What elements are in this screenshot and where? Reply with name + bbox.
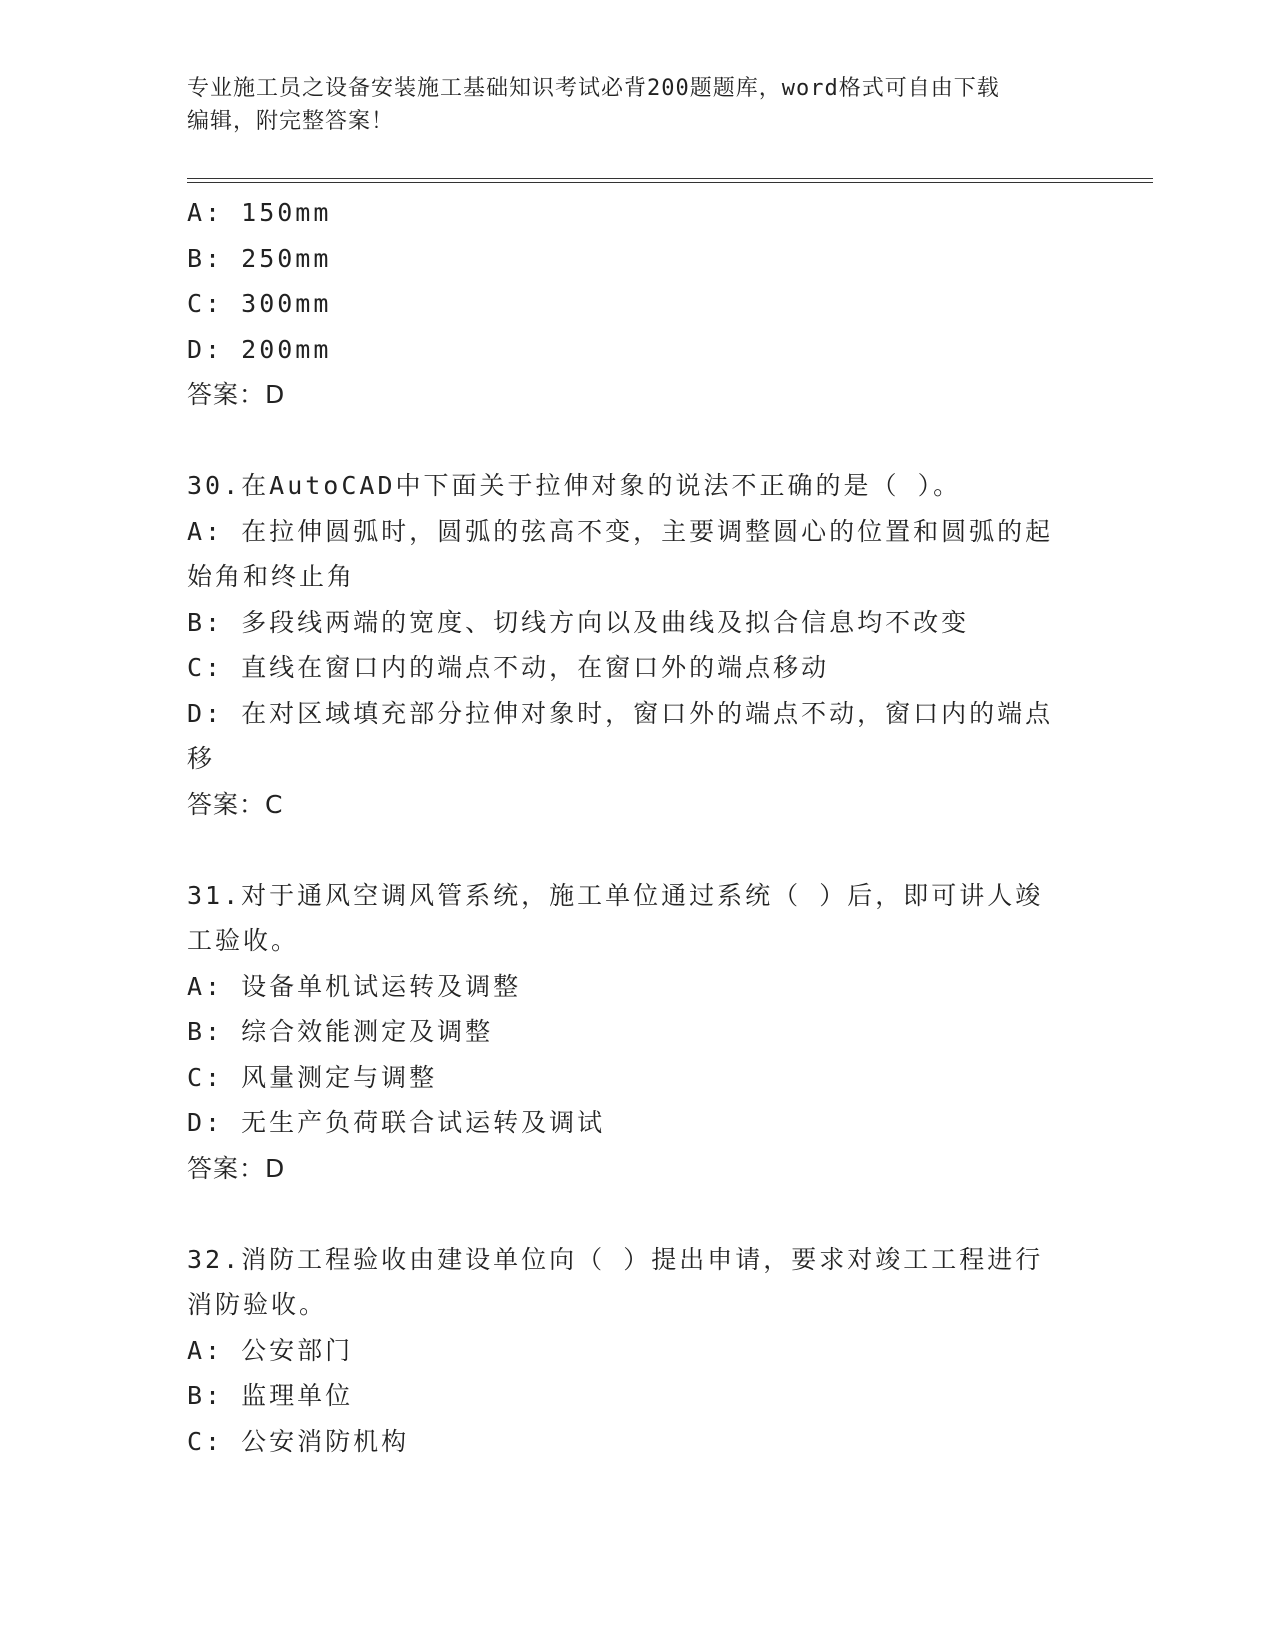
option-c: C: 300mm [187,289,332,318]
option-c: C: 风量测定与调整 [187,1062,438,1092]
option-b: B: 250mm [187,243,332,273]
question-stem: 30.在AutoCAD中下面关于拉伸对象的说法不正确的是（ ）。 [187,471,962,500]
option-d: D: 无生产负荷联合试运转及调试 [187,1108,606,1137]
option-d: D: 在对区域填充部分拉伸对象时，窗口外的端点不动，窗口内的端点 [187,698,1054,728]
option-c: C: 公安消防机构 [187,1426,410,1456]
option-b: B: 监理单位 [187,1381,354,1410]
answer-line: 答案：C [187,789,284,819]
question-block-prev [187,190,1087,418]
question-stem-continued: 工验收。 [187,926,300,955]
option-b: B: 多段线两端的宽度、切线方向以及曲线及拟合信息均不改变 [187,607,970,637]
option-a-continued: 始角和终止角 [187,562,356,591]
question-stem: 32.消防工程验收由建设单位向（ ）提出申请，要求对竣工工程进行 [187,1244,1044,1274]
question-list [187,190,1087,1464]
option-a: A: 设备单机试运转及调整 [187,971,522,1001]
option-c: C: 直线在窗口内的端点不动，在窗口外的端点移动 [187,653,830,682]
question-block-32 [187,1237,1087,1465]
option-a: A: 150mm [187,198,332,227]
option-a: A: 在拉伸圆弧时，圆弧的弦高不变，主要调整圆心的位置和圆弧的起 [187,516,1054,546]
question-stem-continued: 消防验收。 [187,1290,328,1319]
header-line-1: 专业施工员之设备安装施工基础知识考试必背200题题库，word格式可自由下载 [187,76,1000,101]
answer-line: 答案：D [187,1153,286,1183]
document-header [187,72,1087,138]
header-divider-bottom [187,182,1153,183]
question-block-30 [187,463,1087,827]
option-b: B: 综合效能测定及调整 [187,1017,494,1046]
option-d-continued: 移 [187,744,216,773]
answer-line: 答案：D [187,380,286,409]
option-d: D: 200mm [187,334,332,364]
question-stem: 31.对于通风空调风管系统，施工单位通过系统（ ）后，即可讲人竣 [187,880,1044,910]
question-block-31 [187,873,1087,1192]
header-line-2: 编辑，附完整答案！ [187,109,395,134]
header-divider-top [187,178,1153,179]
option-a: A: 公安部门 [187,1335,354,1365]
